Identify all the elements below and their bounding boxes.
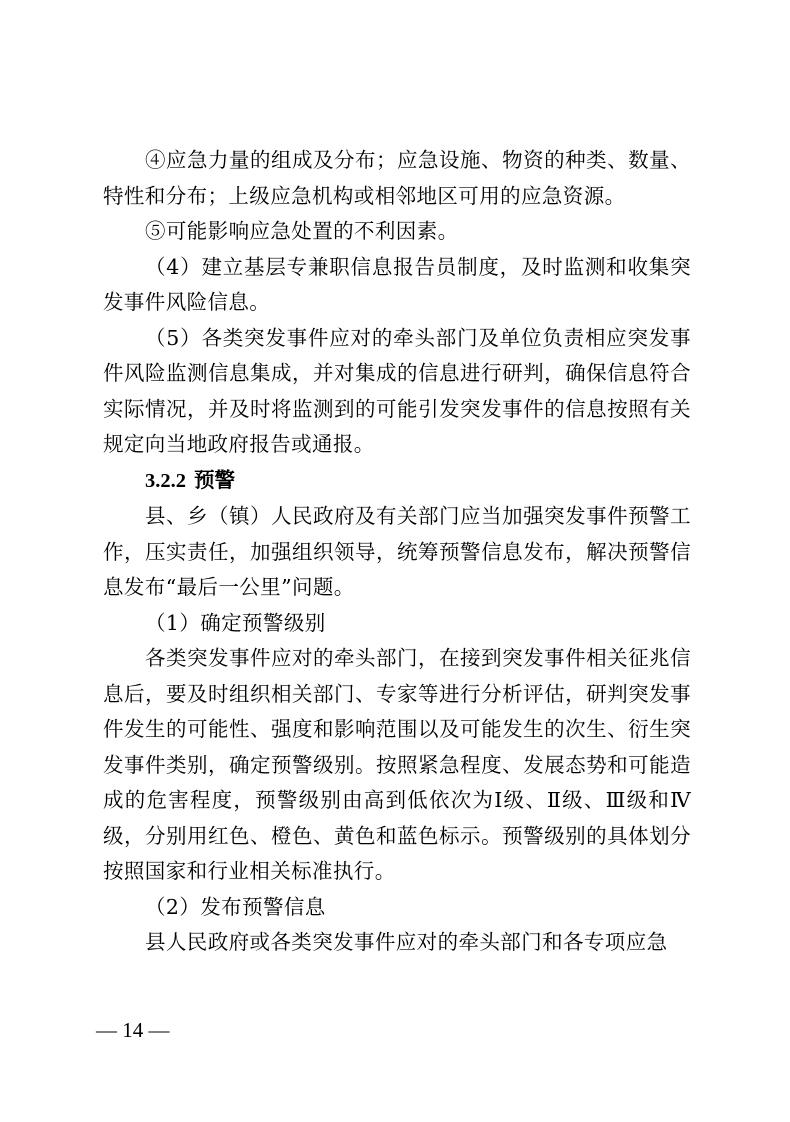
body-text — [103, 143, 691, 961]
page-number: — 14 — — [96, 1018, 170, 1042]
subheading-publish-warning-info: （2）发布预警信息 — [145, 894, 326, 919]
section-heading — [103, 463, 691, 500]
paragraph-publish-warning-start: 县人民政府或各类突发事件应对的牵头部门和各专项应急 — [145, 930, 668, 954]
paragraph-warning-intro: 县、乡（镇）人民政府及有关部门应当加强突发事件预警工作，压实责任，加强组织领导，统筹预警信息发布，解决预警信息发布“最后一公里”问题。 — [103, 504, 691, 599]
paragraph-emergency-forces: ④应急力量的组成及分布；应急设施、物资的种类、数量、特性和分布；上级应急机构或相邻地区可用的应急资源。 — [103, 148, 691, 208]
paragraph-info-reporter-system: （4）建立基层专兼职信息报告员制度，及时监测和收集突发事件风险信息。 — [103, 254, 691, 314]
paragraph-risk-monitoring: （5）各类突发事件应对的牵头部门及单位负责相应突发事件风险监测信息集成，并对集成的信息进行研判，确保信息符合实际情况，并及时将监测到的可能引发突发事件的信息按照有关规定向当地政府报告或通报。 — [103, 325, 691, 456]
section-title: 预警 — [194, 467, 235, 492]
paragraph-warning-levels: 各类突发事件应对的牵头部门，在接到突发事件相关征兆信息后，要及时组织相关部门、专家等进行分析评估，研判突发事件发生的可能性、强度和影响范围以及可能发生的次生、衍生突发事件类别，确定预警级别。按照紧急程度、发展态势和可能造成的危害程度，预警级别由高到低依次为Ⅰ级、Ⅱ级、Ⅲ级和Ⅳ级，分别用红色、橙色、黄色和蓝色标示。预警级别的具体划分按照国家和行业相关标准执行。 — [103, 646, 691, 883]
section-number: 3.2.2 — [145, 469, 186, 492]
subheading-determine-warning-level: （1）确定预警级别 — [145, 610, 326, 635]
paragraph-adverse-factors: ⑤可能影响应急处置的不利因素。 — [145, 219, 459, 243]
